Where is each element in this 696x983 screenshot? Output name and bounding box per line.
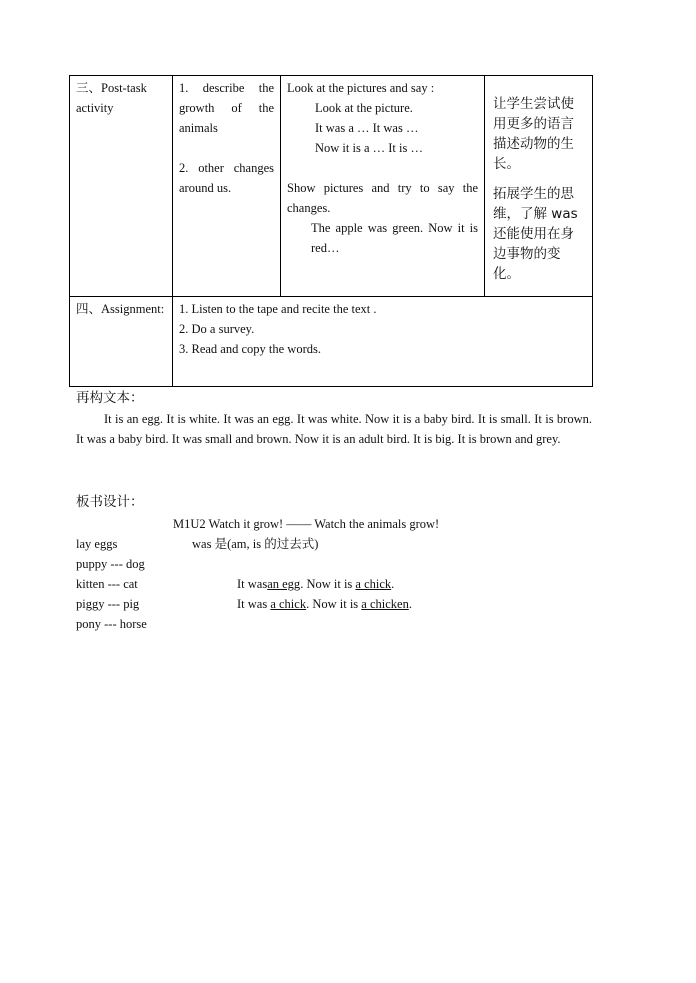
activities-cell bbox=[281, 76, 485, 297]
board-was-note: was 是(am, is 的过去式) bbox=[192, 537, 319, 551]
steps-cell bbox=[173, 76, 281, 297]
step-1: 1. describe the growth of the animals bbox=[179, 81, 274, 135]
activity-2-heading: Show pictures and try to say the changes. bbox=[287, 181, 478, 215]
assignment-item: 2. Do a survey. bbox=[179, 322, 255, 336]
underlined-phrase: a chick bbox=[355, 577, 392, 591]
board-pair: puppy --- dog bbox=[76, 557, 145, 571]
activity-1-heading: Look at the pictures and say : bbox=[287, 81, 435, 95]
assignment-stage-cell bbox=[70, 297, 173, 387]
purpose-cell bbox=[485, 76, 593, 297]
assignment-item: 3. Read and copy the words. bbox=[179, 342, 321, 356]
board-sentence-2: It was a chick. Now it is a chicken. bbox=[237, 597, 412, 611]
stage-label: 三、Post-task activity bbox=[76, 81, 147, 115]
stage-cell bbox=[70, 76, 173, 297]
assignment-item: 1. Listen to the tape and recite the text . bbox=[179, 302, 377, 316]
assignment-row bbox=[70, 297, 593, 387]
activity-1-line: It was a … It was … bbox=[315, 121, 419, 135]
underlined-phrase: a chicken bbox=[361, 597, 409, 611]
retext-heading: 再构文本： bbox=[76, 390, 144, 406]
activity-1-line: Look at the picture. bbox=[315, 101, 413, 115]
board-heading: 板书设计： bbox=[76, 494, 144, 510]
board-lay-eggs: lay eggs bbox=[76, 537, 118, 551]
board-pair: piggy --- pig bbox=[76, 597, 140, 611]
board-title: M1U2 Watch it grow! —— Watch the animals grow! bbox=[173, 517, 440, 531]
step-2: 2. other changes around us. bbox=[179, 161, 274, 195]
activity-2-example: The apple was green. Now it is red… bbox=[311, 221, 478, 255]
underlined-phrase: an egg bbox=[267, 577, 301, 591]
purpose-1: 让学生尝试使用更多的语言描述动物的生长。 bbox=[493, 96, 574, 172]
purpose-2: 拓展学生的思维，了解 was还能使用在身边事物的变化。 bbox=[493, 186, 578, 282]
board-pair: kitten --- cat bbox=[76, 577, 138, 591]
assignment-label: 四、Assignment: bbox=[76, 302, 165, 316]
retext-body: It is an egg. It is white. It was an egg. It was white. Now it is a baby bird. It is small. It is brown. It was a baby bird. It was small and brown. Now it is an adult bird. It is big. It is brown and grey. bbox=[76, 412, 592, 446]
underlined-phrase: a chick bbox=[270, 597, 307, 611]
assignment-items-cell bbox=[173, 297, 593, 387]
activity-1-line: Now it is a … It is … bbox=[315, 141, 423, 155]
board-pair: pony --- horse bbox=[76, 617, 147, 631]
post-task-row bbox=[70, 76, 593, 297]
board-sentence-1: It wasan egg. Now it is a chick. bbox=[237, 577, 395, 591]
lesson-plan-table bbox=[69, 75, 593, 387]
